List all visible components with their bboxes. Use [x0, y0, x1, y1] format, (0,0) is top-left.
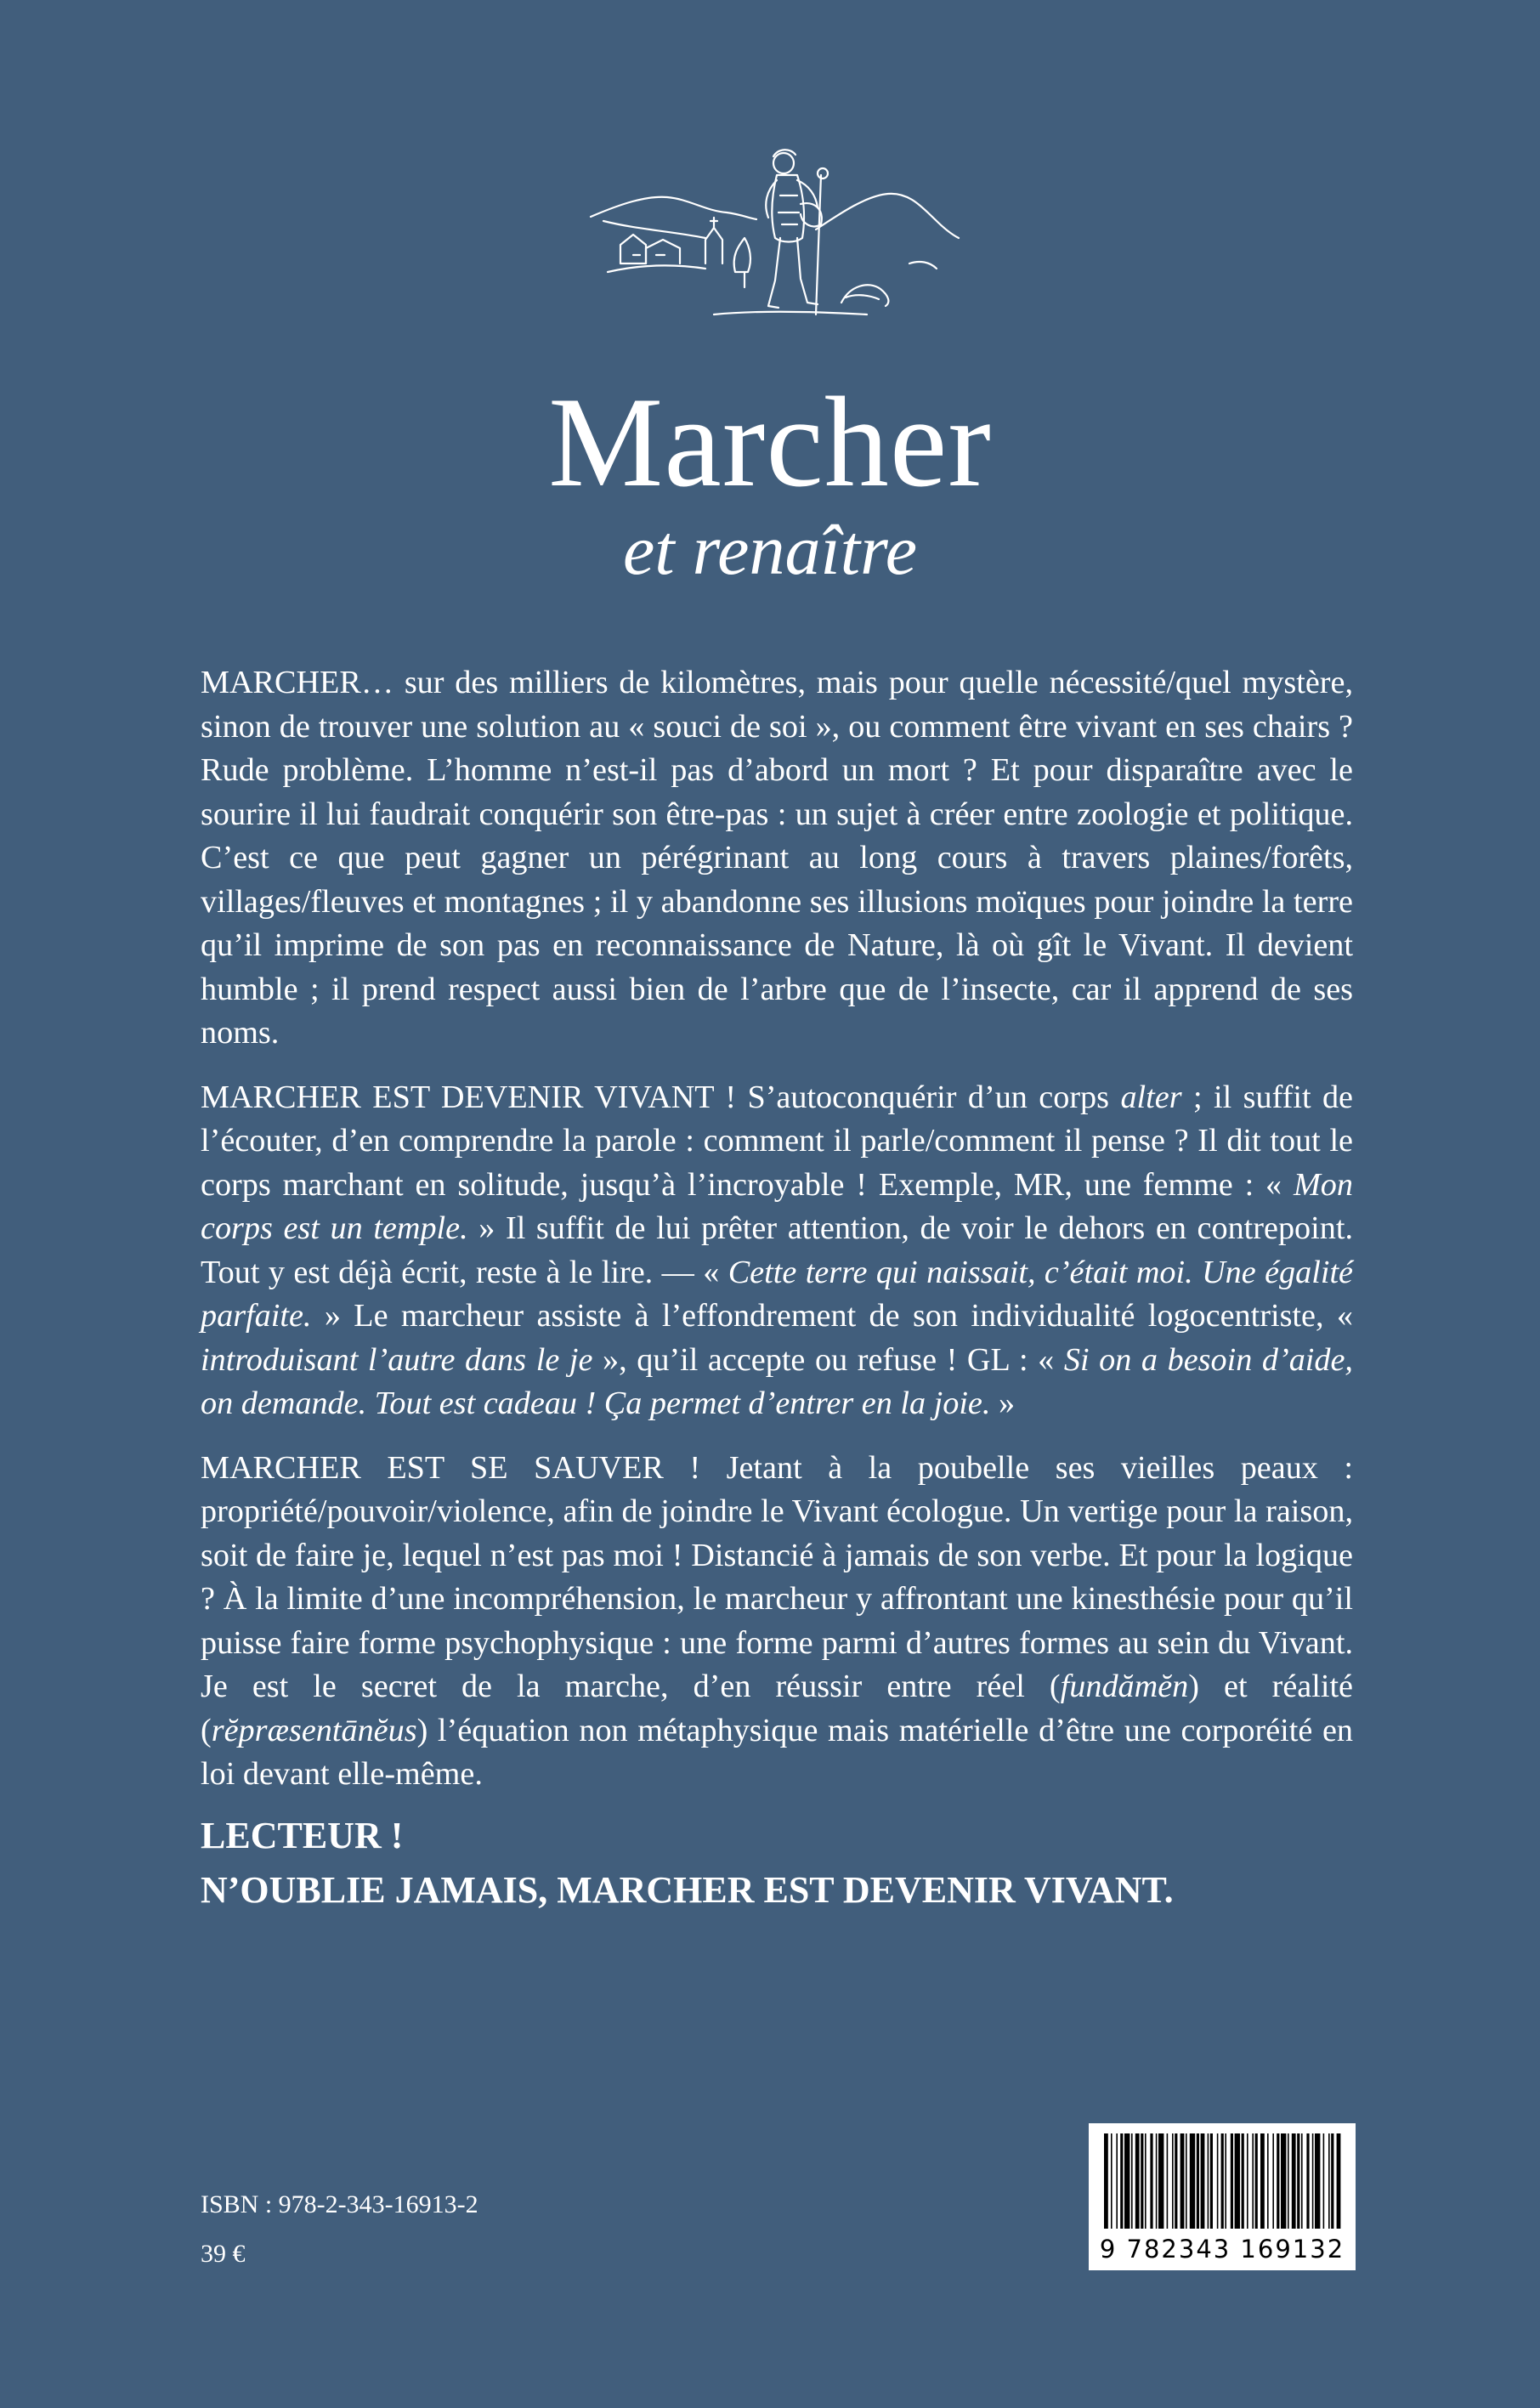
paragraph-2: MARCHER EST DEVENIR VIVANT ! S’autoconquérir d’un corps alter ; il suffit de l’écouter, d’en comprendre la parole : comment il parle/comment il pense ? Il dit tout le corps marchant en solitude, jusqu’à l’incroyable ! Exemple, MR, une femme : « Mon corps est un temple. » Il suffit de lui prêter attention, de voir le dehors en contrepoint. Tout y est déjà écrit, reste à le lire. — « Cette terre qui naissait, c’était moi. Une égalité parfaite. » Le marcheur assiste à l’effondrement de son individualité logocentriste, « introduisant l’autre dans le je », qu’il accepte ou refuse ! GL : « Si on a besoin d’aide, on demande. Tout est cadeau ! Ça permet d’entrer en la joie. »	[201, 1079, 1354, 1421]
closing-line-1: LECTEUR !	[201, 1815, 404, 1856]
barcode-label	[1089, 2123, 1356, 2270]
back-cover-text	[201, 661, 1353, 1817]
book-subtitle: et renaître	[622, 511, 917, 590]
isbn-text: ISBN : 978-2-343-16913-2	[201, 2190, 478, 2218]
barcode-digits: 9 782343 169132	[1099, 2235, 1345, 2264]
price-text: 39 €	[201, 2240, 246, 2268]
hiker-illustration-icon	[586, 136, 960, 331]
paragraph-3: MARCHER EST SE SAUVER ! Jetant à la poubelle ses vieilles peaux : propriété/pouvoir/violence, afin de joindre le Vivant écologue. Un vertige pour la raison, soit de faire je, lequel n’est pas moi ! Distancié à jamais de son verbe. Et pour la logique ? À la limite d’une incompréhension, le marcheur y affrontant une kinesthésie pour qu’il puisse faire forme psychophysique : une forme parmi d’autres formes au sein du Vivant. Je est le secret de la marche, d’en réussir entre réel (fundămĕn) et réalité (rĕpræsentānĕus) l’équation non métaphysique mais matérielle d’être une corporéité en loi devant elle-même.	[201, 1449, 1354, 1792]
closing-line-2: N’OUBLIE JAMAIS, MARCHER EST DEVENIR VIVANT.	[201, 1869, 1174, 1911]
paragraph-1: MARCHER… sur des milliers de kilomètres, mais pour quelle nécessité/quel mystère, sinon de trouver une solution au « souci de soi », ou comment être vivant en ses chairs ? Rude problème. L’homme n’est-il pas d’abord un mort ? Et pour disparaître avec le sourire il lui faudrait conquérir son être-pas : un sujet à créer entre zoologie et politique. C’est ce que peut gagner un pérégrinant au long cours à travers plaines/forêts, villages/fleuves et montagnes ; il y abandonne ses illusions moïques pour joindre la terre qu’il imprime de son pas en reconnaissance de Nature, là où gît le Vivant. Il devient humble ; il prend respect aussi bien de l’arbre que de l’insecte, car il apprend de ses noms.	[201, 665, 1353, 1051]
closing-statement	[201, 1809, 1390, 1918]
barcode-icon	[1101, 2133, 1344, 2232]
book-title: Marcher	[548, 371, 992, 513]
